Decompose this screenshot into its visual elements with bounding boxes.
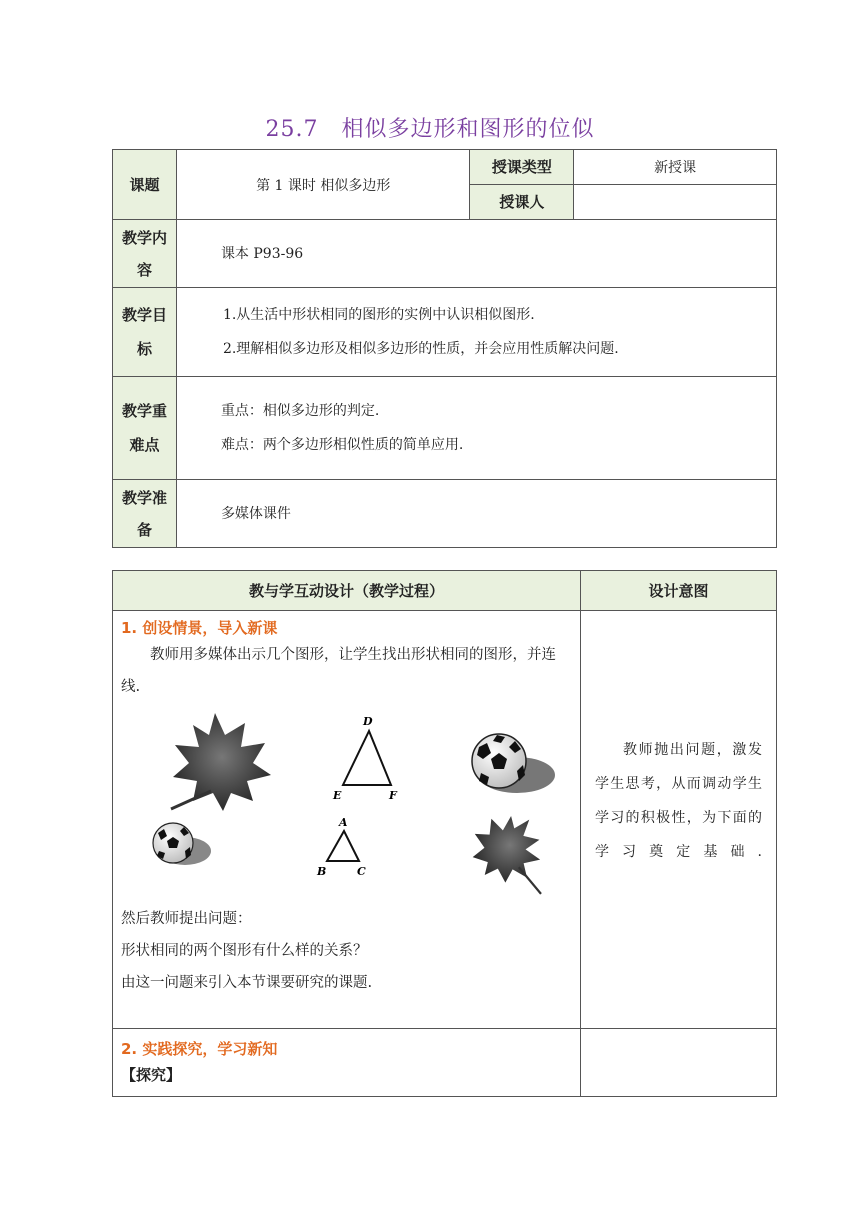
lesson-info-table [112,149,777,548]
section2-cell [113,1029,581,1097]
shapes-figure [127,703,567,903]
vertex-label: A [339,816,348,829]
key-point: 难点：两个多边形相似性质的简单应用. [220,437,464,453]
process-table [112,570,777,1097]
goals-label: 教学目标 [113,288,177,377]
type-label: 授课类型 [470,150,574,185]
section1-cell [113,611,581,1029]
content-label: 教学内容 [113,220,177,288]
key-point: 重点：相似多边形的判定. [220,403,380,419]
teacher-label: 授课人 [470,185,574,220]
triangle-abc-icon [316,816,366,878]
topic-label: 课题 [113,150,177,220]
prep-value: 多媒体课件 [176,480,776,548]
vertex-label: E [333,789,342,802]
section1-after-line: 由这一问题来引入本节课要研究的课题. [121,975,373,991]
goal-item: 1.从生活中形状相同的图形的实例中认识相似图形. [222,307,535,323]
key-points-cell [176,377,776,480]
section2-title: 2. 实践探究，学习新知 [121,1040,278,1058]
intent-header: 设计意图 [580,571,776,611]
section1-title: 1. 创设情景，导入新课 [121,619,278,637]
section1-after-line: 形状相同的两个图形有什么样的关系？ [121,943,368,959]
key-label: 教学重难点 [113,377,177,480]
section2-sub: 【探究】 [121,1066,182,1084]
triangle-def-icon [332,715,398,802]
soccer-ball-large-icon [472,734,555,793]
goals-cell [176,288,776,377]
section1-intro: 教师用多媒体出示几个图形，让学生找出形状相同的图形，并连线. [121,647,556,695]
section1-intent [581,733,776,869]
maple-leaf-large-icon [171,713,271,811]
section1-intent-cell [580,611,776,1029]
process-header: 教与学互动设计（教学过程） [113,571,581,611]
goal-item: 2.理解相似多边形及相似多边形的性质，并会应用性质解决问题. [222,341,619,357]
intent-text: 教师抛出问题，激发学生思考，从而调动学生学习的积极性，为下面的学习奠定基础. [594,742,762,860]
vertex-label: D [363,715,373,728]
vertex-label: B [317,865,327,878]
teacher-value [574,185,777,220]
prep-label: 教学准备 [113,480,177,548]
soccer-ball-small-icon [153,823,211,865]
page-title: 25.7 相似多边形和图形的位似 [265,117,595,142]
topic-value: 第 1 课时 相似多边形 [176,150,470,220]
section2-intent-cell [580,1029,776,1097]
maple-leaf-small-icon [459,799,557,897]
section1-after-line: 然后教师提出问题： [121,911,252,927]
vertex-label: C [357,865,366,878]
content-value: 课本 P93-96 [176,220,776,288]
vertex-label: F [389,789,397,802]
type-value: 新授课 [574,150,777,185]
